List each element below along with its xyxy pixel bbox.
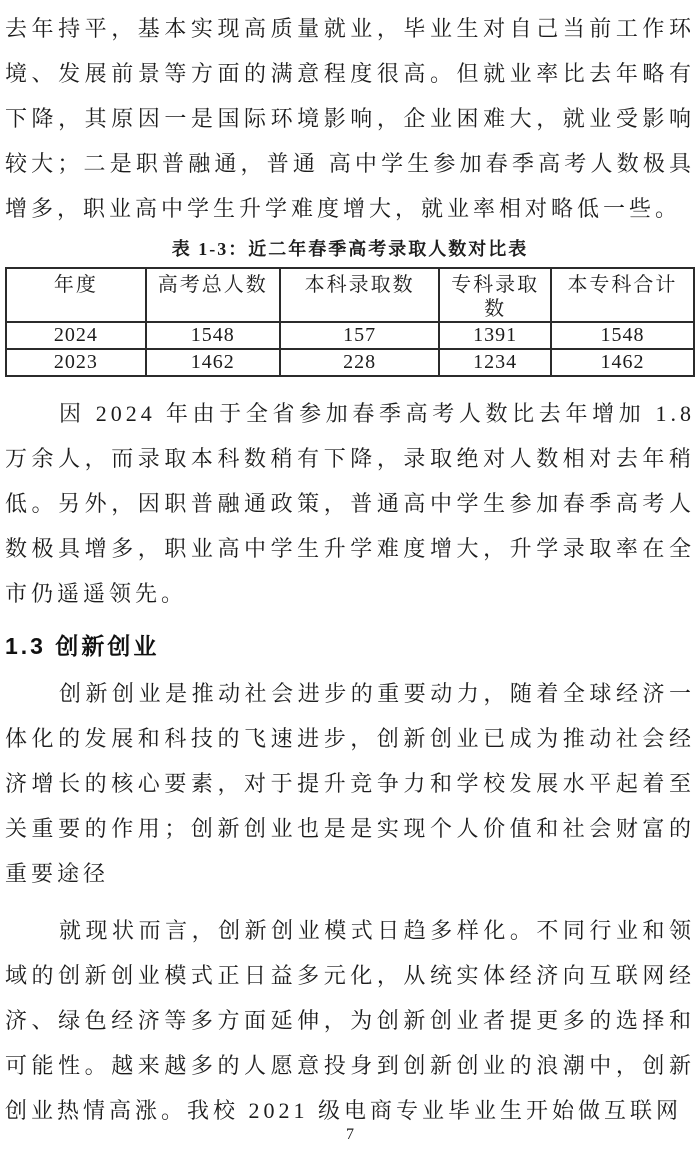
table-cell: 1462 xyxy=(551,349,694,376)
table-cell: 228 xyxy=(280,349,440,376)
table-cell: 157 xyxy=(280,322,440,349)
table-cell: 1548 xyxy=(146,322,280,349)
table-cell: 1391 xyxy=(439,322,550,349)
admissions-comparison-table xyxy=(5,267,695,377)
table-header-row xyxy=(6,268,694,322)
table-header-cell-total: 高考总人数 xyxy=(146,268,280,322)
table-cell: 2024 xyxy=(6,322,146,349)
paragraph-innovation-importance: 创新创业是推动社会进步的重要动力，随着全球经济一体化的发展和科技的飞速进步，创新创业已成为推动社会经济增长的核心要素，对于提升竞争力和学校发展水平起着至关重要的作用；创新创业也是是实现个人价值和社会财富的重要途径 xyxy=(5,681,695,886)
table-cell: 1462 xyxy=(146,349,280,376)
paragraph-employment-summary: 去年持平，基本实现高质量就业，毕业生对自己当前工作环境、发展前景等方面的满意程度很高。但就业率比去年略有下降，其原因一是国际环境影响，企业困难大，就业受影响较大；二是职普融通，普通 高中学生参加春季高考人数极具增多，职业高中学生升学难度增大，就业率相对略低一些。 xyxy=(5,16,695,221)
table-row xyxy=(6,322,694,349)
table-cell: 2023 xyxy=(6,349,146,376)
table-cell: 1548 xyxy=(551,322,694,349)
table-header-cell-zhuanke: 专科录取数 xyxy=(439,268,550,322)
table-row xyxy=(6,349,694,376)
section-heading-1-3: 1.3 创新创业 xyxy=(5,633,160,659)
table-header-cell-benke: 本科录取数 xyxy=(280,268,440,322)
table-cell: 1234 xyxy=(439,349,550,376)
page-number: 7 xyxy=(346,1126,354,1143)
table-caption: 表 1-3：近二年春季高考录取人数对比表 xyxy=(171,239,529,259)
table-header-cell-year: 年度 xyxy=(6,268,146,322)
table-header-cell-combined: 本专科合计 xyxy=(551,268,694,322)
paragraph-innovation-trends: 就现状而言，创新创业模式日趋多样化。不同行业和领域的创新创业模式正日益多元化，从统实体经济向互联网经济、绿色经济等多方面延伸，为创新创业者提更多的选择和可能性。越来越多的人愿意投身到创新创业的浪潮中，创新创业热情高涨。我校 2021 级电商专业毕业生开始做互联网 xyxy=(5,918,695,1123)
paragraph-admissions-analysis: 因 2024 年由于全省参加春季高考人数比去年增加 1.8 万余人，而录取本科数稍有下降，录取绝对人数相对去年稍低。另外，因职普融通政策，普通高中学生参加春季高考人数极具增多，职业高中学生升学难度增大，升学录取率在全市仍遥遥领先。 xyxy=(5,401,695,606)
